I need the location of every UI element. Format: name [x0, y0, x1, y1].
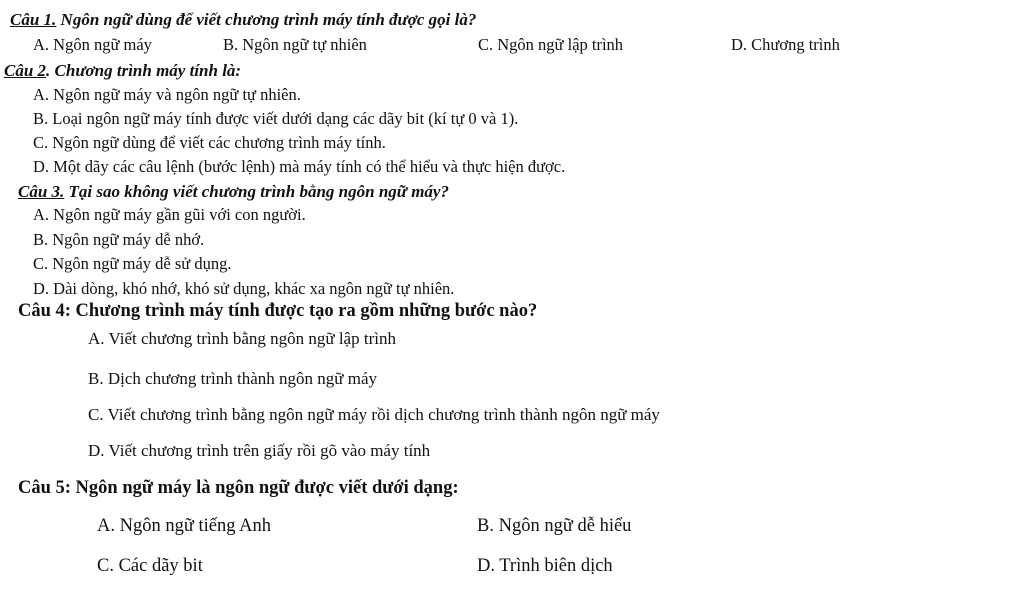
- question-1-option-a: A. Ngôn ngữ máy: [33, 35, 152, 54]
- question-3-label: Câu 3.: [18, 182, 65, 201]
- question-5-option-d: D. Trình biên dịch: [477, 556, 613, 576]
- question-3-option-b: B. Ngôn ngữ máy dễ nhớ.: [33, 230, 205, 249]
- question-2-label: Câu 2: [4, 61, 47, 80]
- question-1-option-b: B. Ngôn ngữ tự nhiên: [223, 35, 367, 54]
- question-3-option-d: D. Dài dòng, khó nhớ, khó sử dụng, khác xa ngôn ngữ tự nhiên.: [33, 279, 455, 298]
- question-2-option-a: A. Ngôn ngữ máy và ngôn ngữ tự nhiên.: [33, 85, 301, 104]
- question-4-option-c: C. Viết chương trình bằng ngôn ngữ máy rồi dịch chương trình thành ngôn ngữ máy: [88, 405, 660, 424]
- question-3-text: Tại sao không viết chương trình bằng ngôn ngữ máy?: [68, 182, 449, 201]
- question-5-option-c: C. Các dãy bit: [97, 556, 203, 576]
- question-2-heading: [4, 62, 241, 79]
- question-1-text: Ngôn ngữ dùng để viết chương trình máy tính được gọi là?: [60, 10, 477, 29]
- question-4-option-b: B. Dịch chương trình thành ngôn ngữ máy: [88, 369, 377, 388]
- question-4-heading: Câu 4: Chương trình máy tính được tạo ra gồm những bước nào?: [18, 301, 538, 321]
- question-5-option-b: B. Ngôn ngữ dễ hiểu: [477, 516, 632, 536]
- question-5-option-a: A. Ngôn ngữ tiếng Anh: [97, 516, 271, 536]
- question-2-option-d: D. Một dãy các câu lệnh (bước lệnh) mà máy tính có thể hiểu và thực hiện được.: [33, 157, 566, 176]
- question-3-option-a: A. Ngôn ngữ máy gần gũi với con người.: [33, 205, 306, 224]
- question-4-option-d: D. Viết chương trình trên giấy rồi gõ vào máy tính: [88, 441, 431, 460]
- question-3-option-c: C. Ngôn ngữ máy dễ sử dụng.: [33, 254, 232, 273]
- question-4-option-a: A. Viết chương trình bằng ngôn ngữ lập trình: [88, 329, 396, 348]
- question-3-heading: [18, 183, 449, 200]
- question-2-text: . Chương trình máy tính là:: [46, 61, 242, 80]
- question-1-label: Câu 1.: [10, 10, 57, 29]
- question-1-option-c: C. Ngôn ngữ lập trình: [478, 35, 624, 54]
- question-1-option-d: D. Chương trình: [731, 35, 840, 54]
- question-5-heading: Câu 5: Ngôn ngữ máy là ngôn ngữ được viết dưới dạng:: [18, 478, 459, 498]
- question-2-option-b: B. Loại ngôn ngữ máy tính được viết dưới dạng các dãy bit (kí tự 0 và 1).: [33, 109, 519, 128]
- question-2-option-c: C. Ngôn ngữ dùng để viết các chương trình máy tính.: [33, 133, 386, 152]
- question-1-heading: [10, 11, 476, 28]
